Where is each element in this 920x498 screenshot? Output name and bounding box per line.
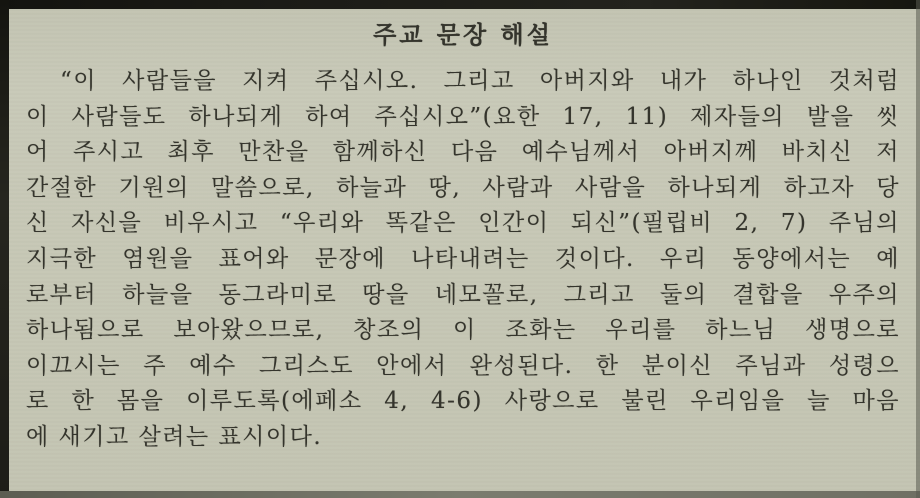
paragraph-line: 에 새기고 살려는 표시이다. [26, 423, 323, 450]
paragraph-line: 간절한 기원의 말씀으로, 하늘과 땅, 사람과 사람을 하나되게 하고자 당 [26, 174, 900, 201]
page-content [26, 20, 900, 456]
page-title: 주교 문장 해설 [373, 20, 553, 49]
paragraph-line: 신 자신을 비우시고 “우리와 똑같은 인간이 되신”(필립비 2, 7) 주님의 [26, 210, 900, 237]
paragraph-line: 어 주시고 최후 만찬을 함께하신 다음 예수님께서 아버지께 바치신 저 [26, 139, 900, 166]
paragraph-line: 이끄시는 주 예수 그리스도 안에서 완성된다. 한 분이신 주님과 성령으 [26, 352, 900, 379]
paragraph-line: 로 한 몸을 이루도록(에페소 4, 4-6) 사랑으로 불린 우리임을 늘 마음 [26, 388, 900, 415]
scan-edge-bottom [0, 491, 920, 498]
paragraph-line: “이 사람들을 지켜 주십시오. 그리고 아버지와 내가 하나인 것처럼 [60, 68, 900, 94]
paragraph-line: 이 사람들도 하나되게 하여 주십시오”(요한 17, 11) 제자들의 발을 씻 [26, 103, 900, 130]
paragraph-line: 로부터 하늘을 동그라미로 땅을 네모꼴로, 그리고 둘의 결합을 우주의 [26, 281, 900, 308]
scan-edge-left [0, 0, 9, 498]
paragraph-line: 하나됨으로 보아왔으므로, 창조의 이 조화는 우리를 하느님 생명으로 [26, 317, 900, 344]
paragraph-line: 지극한 염원을 표어와 문장에 나타내려는 것이다. 우리 동양에서는 예 [26, 245, 900, 272]
scan-edge-right [916, 0, 920, 498]
scan-edge-top [0, 0, 920, 9]
